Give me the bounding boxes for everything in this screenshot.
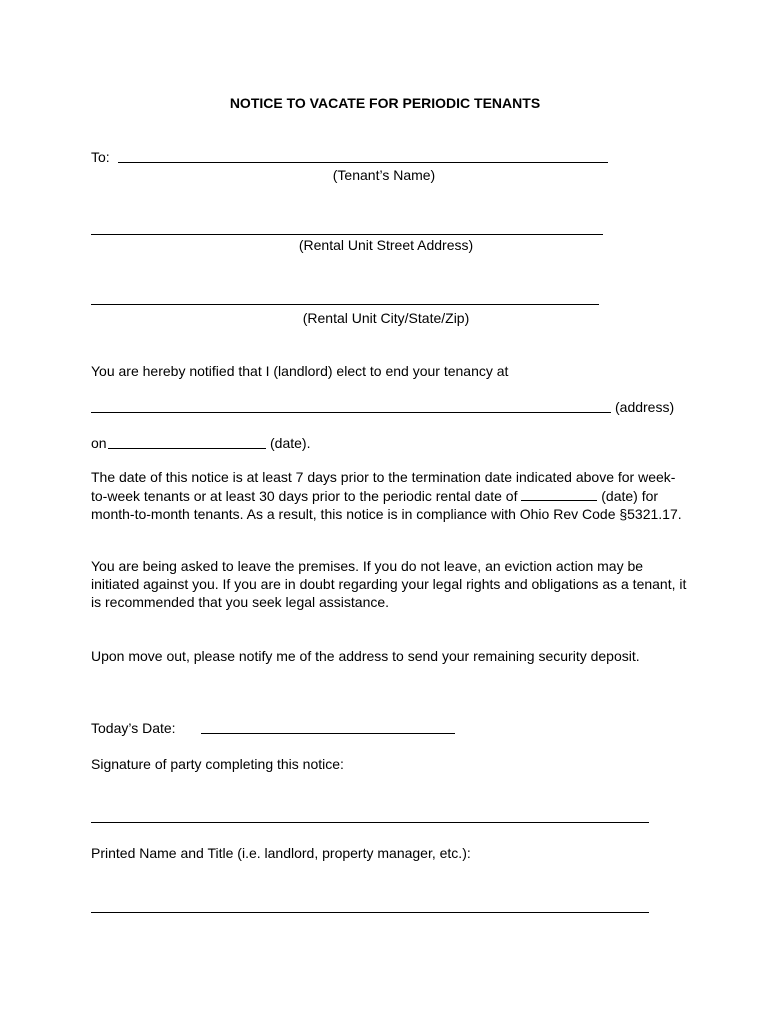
printed-name-label: Printed Name and Title (i.e. landlord, property manager, etc.):: [91, 845, 471, 861]
on-label: on: [91, 435, 107, 451]
leave-paragraph: You are being asked to leave the premises. If you do not leave, an eviction action may be initiated against you. If you are in doubt regarding your legal rights and obligations as a tenant, it is recommended that you seek legal assistance.: [91, 558, 687, 610]
notified-text: You are hereby notified that I (landlord) elect to end your tenancy at: [91, 363, 509, 379]
tenant-name-field[interactable]: [118, 162, 608, 163]
address-suffix: (address): [615, 399, 675, 415]
todays-date-field[interactable]: [201, 733, 455, 734]
printed-name-field[interactable]: [91, 912, 649, 913]
page-title: NOTICE TO VACATE FOR PERIODIC TENANTS: [229, 95, 541, 111]
street-address-caption: (Rental Unit Street Address): [298, 237, 474, 253]
deposit-paragraph: Upon move out, please notify me of the address to send your remaining security deposit.: [91, 648, 640, 664]
compliance-text-2: (date) for month-to-month tenants. As a result, this notice is in compliance with Ohio Rev Code §5321.17.: [91, 488, 682, 522]
signature-field[interactable]: [91, 822, 649, 823]
compliance-text-1: The date of this notice is at least 7 days prior to the termination date indicated above for week-to-week tenants or at least 30 days prior to the periodic rental date of: [91, 469, 676, 504]
city-state-zip-caption: (Rental Unit City/State/Zip): [302, 310, 470, 326]
tenancy-address-field[interactable]: [91, 412, 611, 413]
to-label: To:: [91, 149, 110, 165]
date-suffix: (date).: [270, 435, 311, 451]
rental-date-field[interactable]: [521, 486, 597, 501]
termination-date-field[interactable]: [108, 448, 266, 449]
tenant-name-caption: (Tenant’s Name): [332, 167, 436, 183]
compliance-paragraph: [91, 468, 691, 523]
signature-label: Signature of party completing this notice:: [91, 756, 344, 772]
street-address-field[interactable]: [91, 234, 603, 235]
todays-date-label: Today’s Date:: [91, 720, 176, 736]
city-state-zip-field[interactable]: [91, 304, 599, 305]
